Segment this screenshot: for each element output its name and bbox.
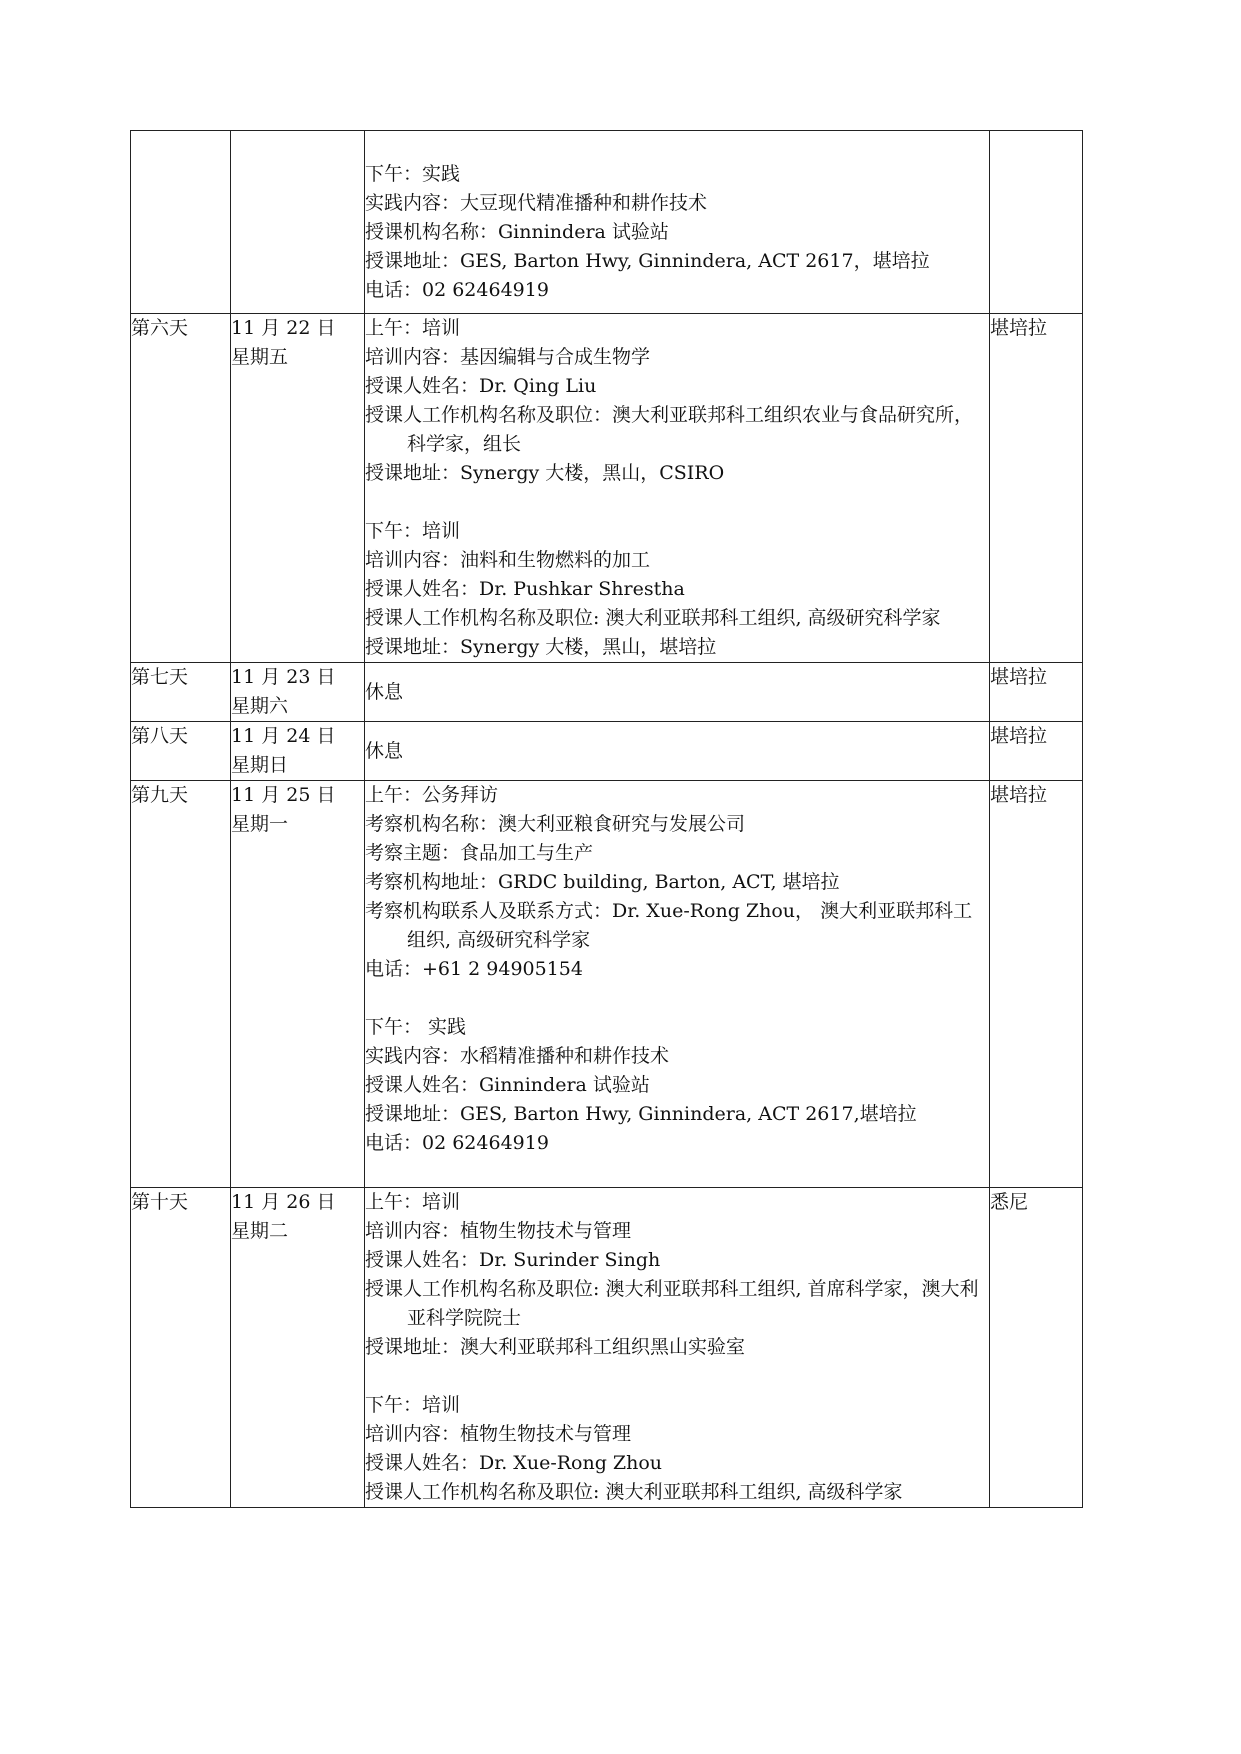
activity-line: 实践内容：大豆现代精准播种和耕作技术 bbox=[365, 192, 708, 214]
activity-line: 考察机构联系人及联系方式：Dr. Xue-Rong Zhou， 澳大利亚联邦科工组织, 高级研究科学家 bbox=[365, 900, 973, 951]
activity-line: 休息 bbox=[365, 680, 404, 703]
activity-line: 授课人工作机构名称及职位: 澳大利亚联邦科工组织, 高级研究科学家 bbox=[365, 607, 941, 629]
weekday-text: 星期六 bbox=[231, 695, 289, 717]
activity-line: 授课机构名称：Ginnindera 试验站 bbox=[365, 221, 669, 243]
activity-line: 授课人工作机构名称及职位: 澳大利亚联邦科工组织, 高级科学家 bbox=[365, 1481, 903, 1503]
activity-line: 下午：实践 bbox=[365, 163, 461, 185]
activity-line: 授课人姓名：Ginnindera 试验站 bbox=[365, 1074, 650, 1096]
activity-line: 实践内容：水稻精准播种和耕作技术 bbox=[365, 1045, 670, 1067]
activity-line: 授课地址：GES, Barton Hwy, Ginnindera, ACT 2617，堪培拉 bbox=[365, 250, 930, 272]
date-text: 11 月 26 日 bbox=[231, 1191, 336, 1213]
activity-line: 休息 bbox=[365, 739, 404, 762]
activity-line: 授课地址：Synergy 大楼，黑山，堪培拉 bbox=[365, 636, 717, 658]
day-cell: 第十天 bbox=[131, 1188, 231, 1508]
schedule-row bbox=[131, 781, 1083, 1188]
location-cell: 堪培拉 bbox=[990, 781, 1083, 1188]
date-cell bbox=[231, 781, 365, 1188]
blank-line bbox=[365, 1158, 989, 1187]
weekday-text: 星期五 bbox=[231, 346, 289, 368]
activity-line: 上午：培训 bbox=[365, 317, 461, 339]
date-cell bbox=[231, 1188, 365, 1508]
activity-cell bbox=[365, 781, 990, 1188]
weekday-text: 星期二 bbox=[231, 1220, 289, 1242]
activity-cell bbox=[365, 663, 990, 722]
activity-cell bbox=[365, 131, 990, 314]
activity-cell bbox=[365, 722, 990, 781]
schedule-table bbox=[130, 130, 1083, 1508]
activity-line: 培训内容：植物生物技术与管理 bbox=[365, 1423, 632, 1445]
blank-line bbox=[365, 984, 989, 1013]
day-cell: 第七天 bbox=[131, 663, 231, 722]
date-text: 11 月 22 日 bbox=[231, 317, 336, 339]
date-text: 11 月 23 日 bbox=[231, 666, 336, 688]
location-cell: 悉尼 bbox=[990, 1188, 1083, 1508]
activity-line: 授课地址：Synergy 大楼，黑山，CSIRO bbox=[365, 462, 725, 484]
date-cell bbox=[231, 722, 365, 781]
location-cell: 堪培拉 bbox=[990, 663, 1083, 722]
schedule-body bbox=[131, 131, 1083, 1508]
activity-line: 授课人姓名：Dr. Surinder Singh bbox=[365, 1249, 661, 1271]
date-cell bbox=[231, 131, 365, 314]
activity-line: 考察机构名称：澳大利亚粮食研究与发展公司 bbox=[365, 813, 746, 835]
activity-line: 授课人姓名：Dr. Xue-Rong Zhou bbox=[365, 1452, 663, 1474]
activity-line: 下午：培训 bbox=[365, 1394, 461, 1416]
location-cell bbox=[990, 131, 1083, 314]
date-text: 11 月 25 日 bbox=[231, 784, 336, 806]
schedule-row bbox=[131, 131, 1083, 314]
location-cell: 堪培拉 bbox=[990, 722, 1083, 781]
activity-line: 授课地址：澳大利亚联邦科工组织黑山实验室 bbox=[365, 1336, 746, 1358]
activity-line: 考察机构地址：GRDC building, Barton, ACT, 堪培拉 bbox=[365, 871, 840, 893]
day-cell: 第六天 bbox=[131, 314, 231, 663]
activity-line: 授课人工作机构名称及职位：澳大利亚联邦科工组织农业与食品研究所，科学家，组长 bbox=[365, 404, 974, 455]
weekday-text: 星期一 bbox=[231, 813, 289, 835]
activity-cell bbox=[365, 314, 990, 663]
activity-line: 授课人姓名：Dr. Qing Liu bbox=[365, 375, 597, 397]
activity-line: 下午：培训 bbox=[365, 520, 461, 542]
schedule-row bbox=[131, 314, 1083, 663]
blank-line bbox=[365, 131, 989, 160]
activity-line: 培训内容：植物生物技术与管理 bbox=[365, 1220, 632, 1242]
day-cell bbox=[131, 131, 231, 314]
activity-line: 考察主题：食品加工与生产 bbox=[365, 842, 594, 864]
day-cell: 第九天 bbox=[131, 781, 231, 1188]
activity-line: 培训内容：基因编辑与合成生物学 bbox=[365, 346, 651, 368]
blank-line bbox=[365, 1362, 989, 1391]
activity-line: 授课地址：GES, Barton Hwy, Ginnindera, ACT 2617,堪培拉 bbox=[365, 1103, 917, 1125]
activity-line: 电话：02 62464919 bbox=[365, 279, 549, 301]
date-text: 11 月 24 日 bbox=[231, 725, 336, 747]
activity-line: 下午： 实践 bbox=[365, 1016, 467, 1038]
date-cell bbox=[231, 314, 365, 663]
blank-line bbox=[365, 488, 989, 517]
weekday-text: 星期日 bbox=[231, 754, 289, 776]
date-cell bbox=[231, 663, 365, 722]
activity-line: 授课人姓名：Dr. Pushkar Shrestha bbox=[365, 578, 685, 600]
activity-line: 授课人工作机构名称及职位: 澳大利亚联邦科工组织, 首席科学家，澳大利亚科学院院士 bbox=[365, 1278, 979, 1329]
schedule-row bbox=[131, 663, 1083, 722]
schedule-row bbox=[131, 722, 1083, 781]
activity-line: 上午：公务拜访 bbox=[365, 784, 499, 806]
activity-line: 电话：+61 2 94905154 bbox=[365, 958, 583, 980]
activity-line: 培训内容：油料和生物燃料的加工 bbox=[365, 549, 651, 571]
activity-line: 电话：02 62464919 bbox=[365, 1132, 549, 1154]
location-cell: 堪培拉 bbox=[990, 314, 1083, 663]
schedule-row bbox=[131, 1188, 1083, 1508]
activity-line: 上午：培训 bbox=[365, 1191, 461, 1213]
day-cell: 第八天 bbox=[131, 722, 231, 781]
activity-cell bbox=[365, 1188, 990, 1508]
